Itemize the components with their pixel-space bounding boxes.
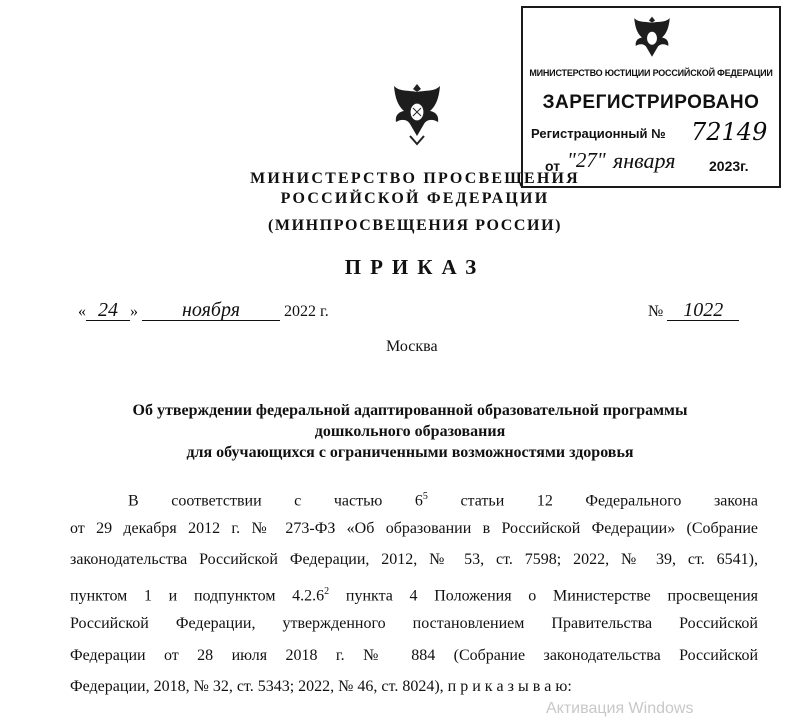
body-line-5: Российской Федерации, утвержденного постановлением Правительства Российской [70, 615, 758, 632]
body-line-4 [70, 581, 758, 607]
date-open-quote: « [78, 303, 86, 320]
body-line-1-text: В соответствии с частью 6 [128, 492, 423, 510]
document-type: ПРИКАЗ [344, 255, 486, 279]
body-line-1-tail: статьи 12 Федерального закона [460, 492, 759, 510]
order-number [648, 300, 739, 321]
ministry-short-name: (МИНПРОСВЕЩЕНИЯ РОССИИ) [267, 217, 563, 234]
order-number-label: № [648, 303, 664, 320]
stamp-date-day: "27" [567, 148, 606, 172]
body-line-6: Федерации от 28 июля 2018 г. № 884 (Собрание законодательства Российской [70, 647, 758, 664]
order-date [78, 300, 329, 321]
body-line-2: от 29 декабря 2012 г. № 273-ФЗ «Об образовании в Российской Федерации» (Собрание [70, 520, 758, 537]
order-title-line1: Об утверждении федеральной адаптированной образовательной программы [132, 402, 688, 419]
stamp-date-prefix: от [545, 158, 561, 174]
body-sup-2: 2 [324, 586, 330, 597]
stamp-status: ЗАРЕГИСТРИРОВАНО [542, 92, 760, 113]
stamp-regno-label: Регистрационный № [531, 126, 666, 141]
body-sup-1: 5 [422, 491, 428, 502]
order-title-line3: для обучающихся с ограниченными возможностями здоровья [186, 444, 634, 461]
stamp-emblem [627, 12, 677, 66]
windows-activation-watermark: Активация Windows [546, 700, 694, 717]
order-day: 24 [86, 300, 130, 321]
order-number-value: 1022 [667, 300, 739, 321]
body-line-7: Федерации, 2018, № 32, ст. 5343; 2022, № 46, ст. 8024), п р и к а з ы в а ю: [70, 678, 572, 695]
stamp-date-year: 2023г. [709, 158, 749, 174]
ministry-name-line2: РОССИЙСКОЙ ФЕДЕРАЦИИ [280, 190, 550, 207]
body-line-1 [70, 486, 758, 512]
order-title-line2: дошкольного образования [314, 423, 506, 440]
order-city: Москва [386, 338, 438, 355]
body-line-4-text: пунктом 1 и подпунктом 4.2.6 [70, 587, 325, 605]
stamp-ministry-name: МИНИСТЕРСТВО ЮСТИЦИИ РОССИЙСКОЙ ФЕДЕРАЦИИ [529, 68, 773, 78]
body-line-3: законодательства Российской Федерации, 2012, № 53, ст. 7598; 2022, № 39, ст. 6541), [70, 551, 758, 568]
body-line-4-tail: пункта 4 Положения о Министерстве просвещения [345, 587, 758, 605]
ministry-name-line1: МИНИСТЕРСТВО ПРОСВЕЩЕНИЯ [250, 170, 580, 187]
stamp-date-month: января [613, 148, 676, 173]
coat-of-arms-emblem [386, 78, 448, 148]
order-month: ноября [142, 300, 280, 321]
order-year: 2022 г. [284, 303, 329, 320]
registration-stamp [521, 6, 781, 188]
stamp-regno-value: 72149 [691, 118, 768, 146]
date-close-quote: » [130, 303, 138, 320]
